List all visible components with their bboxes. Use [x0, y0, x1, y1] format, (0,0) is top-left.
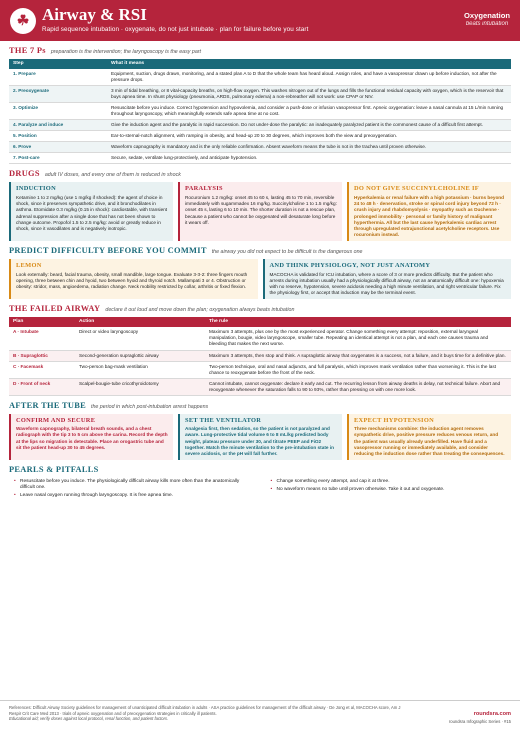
list-item: • Resuscitate before you induce. The physiologically difficult airway kills more often than the anatomically difficult one. [14, 479, 255, 491]
table-row [9, 120, 511, 131]
failed-airway-table [9, 317, 511, 396]
table-header: What it means [107, 59, 511, 69]
seven-ps-table [9, 59, 511, 165]
step-cell: 5. Position [9, 131, 107, 142]
lemon-box: LEMON Look externally: beard, facial trauma, obesity, small mandible, large tongue. Evaluate 3-3-2: three fingers mouth opening, three between chin and hyoid, two between hyoid and thyroid notch. Mallampati 3 or 4. Obstruction or obesity: stridor, mass, angioedema, radiation change. Neck mobility restricted by collar, arthritis or fixed flexion. [9, 259, 258, 299]
step-cell: 4. Paralyze and induce [9, 120, 107, 131]
after-row [0, 414, 520, 460]
section-failed-airway: THE FAILED AIRWAY declare it out loud and move down the plan; oxygenation always beats intubation [9, 304, 295, 314]
table-header: The rule [205, 317, 511, 327]
section-pearls: PEARLS & PITFALLS [9, 464, 99, 474]
meaning-cell: Secure, sedate, ventilate lung-protectively, and anticipate hypotension. [107, 153, 511, 164]
step-cell: 1. Prepare [9, 69, 107, 86]
plan-cell: B · Supraglottic [9, 350, 75, 361]
plan-cell: C · Facemask [9, 361, 75, 378]
table-row [9, 131, 511, 142]
table-row [9, 153, 511, 164]
step-cell: 2. Preoxygenate [9, 86, 107, 103]
site-link[interactable]: roundsra.com [473, 711, 511, 717]
header [0, 0, 520, 41]
plan-cell: A · Intubate [9, 327, 75, 350]
rule-cell: Maximum 3 attempts, plus one by the most experienced operator. Change something every attempt: reposition, external laryngeal manipulation, bougie, video laryngoscope, smaller tube. Repeating an identical attempt is not a plan, and each one causes trauma and bleeding that makes the next worse. [205, 327, 511, 350]
action-cell: Second-generation supraglottic airway [75, 350, 205, 361]
meaning-cell: Equipment, suction, drugs drawn, monitoring, and a stated plan A to D that the whole team has heard aloud. Assign roles, and have a vasopressor drawn up before induction, not after the pressure drops. [107, 69, 511, 86]
airway-logo-icon: ☘ [10, 8, 36, 34]
drugs-row [0, 182, 520, 241]
pearls-list [0, 476, 520, 502]
plan-cell: D · Front of neck [9, 378, 75, 395]
action-cell: Two-person bag-mask ventilation [75, 361, 205, 378]
table-row [9, 142, 511, 153]
induction-box: INDUCTION Ketamine 1 to 2 mg/kg (use 1 mg/kg if shocked): the agent of choice in shock, since it preserves sympathetic drive, and it bronchodilates in asthma. Etomidate 0.3 mg/kg (0.15 in shock): cardiostable, with transient adrenal suppression after a single dose that has not been shown to change outcome. Propofol 1.5 to 2.5 mg/kg: avoid or greatly reduce in shock, since it vasodilates and is negatively inotropic. [9, 182, 173, 241]
table-row [9, 86, 511, 103]
meaning-cell: Resuscitate before you induce. Correct hypotension and hypovolemia, and consider a push-dose or infusion vasopressor first. Apneic oxygenation: leave a nasal cannula at 15 L/min running throughout laryngoscopy, which meaningfully extends safe apnea time at no cost. [107, 103, 511, 120]
rule-cell: Maximum 3 attempts, then stop and think. A supraglottic airway that oxygenates is a success, not a failure, and it buys time for a definitive plan. [205, 350, 511, 361]
page-title: Airway & RSI [42, 5, 147, 25]
rule-cell: Two-person technique, oral and nasal adjuncts, and full paralysis, which improves mask ventilation rather than worsening it. This is the last chance to reoxygenate before the front of the neck. [205, 361, 511, 378]
step-cell: 6. Prove [9, 142, 107, 153]
ventilator-box: SET THE VENTILATOR Analgesia first, then sedation, so the patient is not paralyzed and aware. Lung-protective tidal volume 6 to 8 mL/kg predicted body weight, plateau pressure under 30, and titrate PEEP and FiO2 together. Match the minute ventilation to the pre-intubation state in severe acidosis, or the pH will fall further. [178, 414, 342, 460]
list-item: • Leave nasal oxygen running through laryngoscopy. It is free apnea time. [14, 493, 255, 499]
section-after-tube: AFTER THE TUBE the period in which post-intubation arrest happens [9, 400, 209, 410]
references: References: Difficult Airway Society guidelines for management of unanticipated difficult intubation in adults · ASA practice guidelines for management of the difficult airway · De Jong et al, MACOCHA score, Am J Respir Crit Care Med 2013 · trials of apneic oxygenation and of preoxygenation strategies in critically ill patients. [9, 705, 401, 716]
header-tagline: Oxygenation beats intubation [464, 11, 510, 27]
table-row [9, 350, 511, 361]
series-label: roundsra Infographic Series · #15 [448, 718, 511, 724]
list-item: • Change something every attempt, and cap it at three. [271, 479, 512, 485]
list-item: • No waveform means no tube until proven otherwise. Take it out and oxygenate. [271, 487, 512, 493]
footer [0, 700, 520, 736]
meaning-cell: 3 min of tidal breathing, or 8 vital-capacity breaths, on high-flow oxygen. This washes nitrogen out of the lungs and fills the functional residual capacity with oxygen, which is the reservoir that buys apnea time. In shunt physiology (pneumonia, ARDS, pulmonary edema) a non-rebreather will not work: use CPAP or NIV. [107, 86, 511, 103]
table-header: Plan [9, 317, 75, 327]
table-row [9, 361, 511, 378]
table-row [9, 69, 511, 86]
action-cell: Scalpel-bougie-tube cricothyroidotomy [75, 378, 205, 395]
step-cell: 3. Optimize [9, 103, 107, 120]
page-subtitle: Rapid sequence intubation · oxygenate, do not just intubate · plan for failure before you start [42, 26, 309, 34]
confirm-box: CONFIRM AND SECURE Waveform capnography, bilateral breath sounds, and a chest radiograph with the tip 3 to 5 cm above the carina. Record the depth at the lips so migration is detectable. Place an orogastric tube and sit the patient head-up 30 to 45 degrees. [9, 414, 173, 460]
table-header: Step [9, 59, 107, 69]
action-cell: Direct or video laryngoscopy [75, 327, 205, 350]
hypotension-box: EXPECT HYPOTENSION Three mechanisms combine: the induction agent removes sympathetic drive, positive pressure reduces venous return, and the patient was usually already underfilled. Have fluid and a vasopressor running or immediately available, and consider reducing the induction dose rather than treating the consequences. [347, 414, 511, 460]
rule-cell: Cannot intubate, cannot oxygenate: declare it early and cut. The recurring lesson from airway deaths is delay, not technical failure. Abort and reoxygenate whenever the saturation falls to 90 to 93%, rather than pressing on with one more look. [205, 378, 511, 395]
physiology-box: AND THINK PHYSIOLOGY, NOT JUST ANATOMY MACOCHA is validated for ICU intubation, where a score of 3 or more predicts difficulty. But the patient who arrests during intubation usually had a physiologically difficult airway, not an anatomically difficult one: hypoxemia with no reserve, hypotension, severe acidosis needing a high minute ventilation, and right ventricular failure. Fix the physiology first, or accept that induction may be the terminal event. [263, 259, 512, 299]
table-row [9, 103, 511, 120]
section-predict: PREDICT DIFFICULTY BEFORE YOU COMMIT the airway you did not expect to be difficult is the dangerous one [9, 245, 363, 255]
disclaimer: Educational aid; verify doses against local protocol, renal function, and patient factors. [9, 716, 169, 722]
section-drugs: DRUGS adult IV doses, and every one of them is reduced in shock [9, 169, 181, 179]
predict-row [0, 259, 520, 299]
succinylcholine-box: DO NOT GIVE SUCCINYLCHOLINE IF Hyperkalemia or renal failure with a high potassium · burns beyond 24 to 48 h · denervation, stroke or spinal cord injury beyond 72 h · crush injury and rhabdomyolysis · myopathy such as Duchenne · prolonged immobility · personal or family history of malignant hyperthermia. All but the last cause hyperkalemic cardiac arrest through upregulated extrajunctional acetylcholine receptors. Use rocuronium instead. [347, 182, 511, 241]
table-row [9, 327, 511, 350]
meaning-cell: Waveform capnography is mandatory and is the only reliable confirmation. Absent waveform means the tube is not in the trachea until proven otherwise. [107, 142, 511, 153]
meaning-cell: Ear-to-sternal-notch alignment, with ramping in obesity, and head-up 20 to 30 degrees, which improves both the view and preoxygenation. [107, 131, 511, 142]
section-7ps: THE 7 Ps preparation is the intervention; the laryngoscopy is the easy part [9, 46, 202, 55]
step-cell: 7. Post-care [9, 153, 107, 164]
table-row [9, 378, 511, 395]
meaning-cell: Give the induction agent and the paralytic in rapid succession. Do not under-dose the paralytic: an inadequately paralyzed patient is the commonest cause of a difficult first attempt. [107, 120, 511, 131]
paralysis-box: PARALYSIS Rocuronium 1.2 mg/kg: onset 45 to 60 s, lasting 45 to 70 min, reversible immediately with sugammadex 16 mg/kg. Succinylcholine 1 to 1.5 mg/kg: onset 45 s, lasting 6 to 10 min. The shorter duration is not a rescue plan, because a patient who cannot be oxygenated will desaturate long before it wears off. [178, 182, 342, 241]
table-header: Action [75, 317, 205, 327]
